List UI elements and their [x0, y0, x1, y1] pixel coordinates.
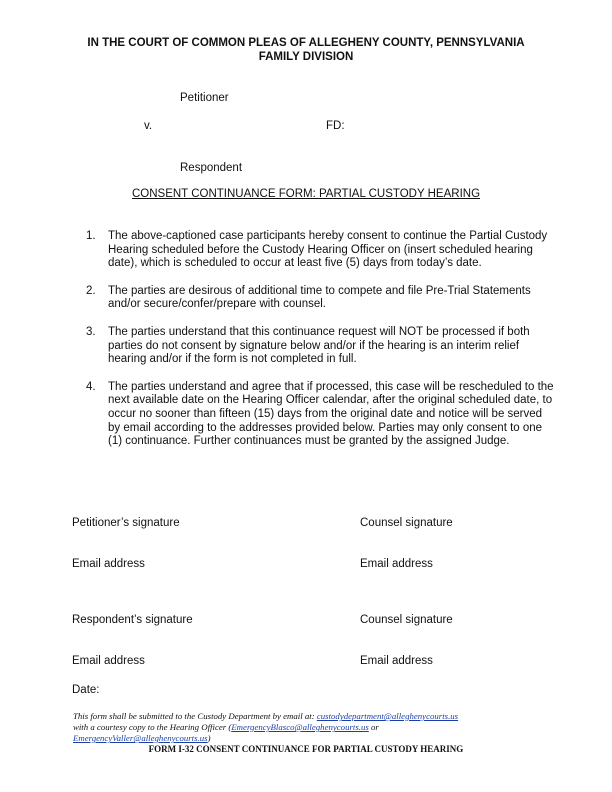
petitioner-email-label: Email address [72, 558, 145, 570]
item-text: The parties understand and agree that if processed, this case will be rescheduled to the next available date on the Hearing Officer calendar, after the original scheduled date, to occur no sooner than fifteen (15) days from the original date and notice will be served by email according to the addresses provided below. Parties may only consent to one (1) continuance. Further continuances must be granted by the assigned Judge. [108, 380, 554, 448]
item-text: The parties understand that this continuance request will NOT be processed if both parties do not consent by signature below and/or if the hearing is an interim relief hearing and/or if the form is not completed in full. [108, 325, 530, 366]
valler-email-link[interactable]: EmergencyValler@alleghenycourts.us [73, 733, 208, 743]
blasco-email-link[interactable]: EmergencyBlasco@alleghenycourts.us [231, 722, 369, 732]
counsel-email-label: Email address [360, 558, 433, 570]
court-heading: IN THE COURT OF COMMON PLEAS OF ALLEGHENY COUNTY, PENNSYLVANIA [87, 37, 525, 49]
list-item [86, 285, 556, 312]
submission-text: This form shall be submitted to the Custody Department by email at: [73, 711, 317, 721]
list-item [86, 326, 556, 367]
fd-label: FD: [326, 120, 345, 132]
item-number: 2. [86, 284, 96, 297]
respondent-label: Respondent [180, 162, 243, 174]
form-title: CONSENT CONTINUANCE FORM: PARTIAL CUSTODY HEARING [131, 188, 481, 200]
list-item [86, 230, 556, 271]
list-item [86, 381, 556, 449]
closing-paren: ) [207, 733, 211, 743]
courtesy-copy-note [73, 722, 379, 733]
courtesy-text: with a courtesy copy to the Hearing Officer ( [73, 722, 232, 732]
respondent-email-label: Email address [72, 655, 145, 667]
submission-note [73, 711, 458, 722]
item-text: The above-captioned case participants hereby consent to continue the Partial Custody Hearing scheduled before the Custody Hearing Officer on (insert scheduled hearing date), which is scheduled to occur at least five (5) days from today’s date. [108, 230, 548, 270]
versus-label: v. [144, 120, 153, 132]
counsel-signature-label: Counsel signature [360, 517, 453, 529]
item-number: 4. [86, 380, 96, 393]
petitioner-label: Petitioner [180, 92, 229, 104]
item-number: 3. [86, 325, 96, 338]
item-number: 1. [86, 230, 96, 242]
or-text: or [368, 722, 379, 732]
division-heading: FAMILY DIVISION [258, 51, 354, 63]
petitioner-signature-label: Petitioner’s signature [72, 517, 180, 529]
counsel-signature-label: Counsel signature [360, 614, 453, 626]
date-label: Date: [72, 684, 100, 696]
courtesy-copy-note-cont [73, 733, 211, 744]
terms-list [86, 230, 556, 463]
counsel-email-label: Email address [360, 655, 433, 667]
form-id-label: FORM I-32 CONSENT CONTINUANCE FOR PARTIAL CUSTODY HEARING [148, 744, 464, 754]
custody-email-link[interactable]: custodydepartment@alleghenycourts.us [316, 711, 459, 721]
item-text: The parties are desirous of additional time to compete and file Pre-Trial Statements and/or secure/confer/prepare with counsel. [108, 284, 531, 311]
respondent-signature-label: Respondent’s signature [72, 614, 193, 626]
